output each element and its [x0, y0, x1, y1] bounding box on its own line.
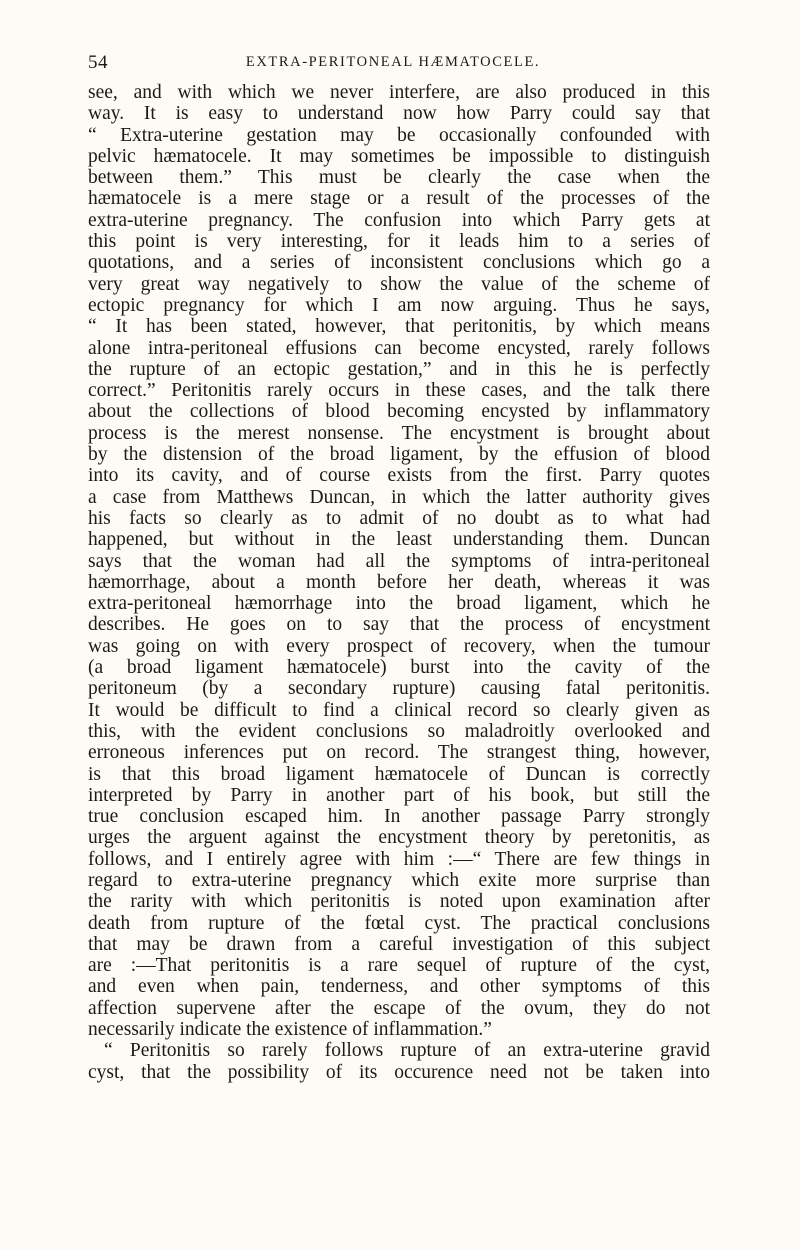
- text-line: his facts so clearly as to admit of no doubt as to what had: [88, 507, 710, 529]
- text-line: pelvic hæmatocele. It may sometimes be impossible to distinguish: [88, 145, 710, 167]
- text-line: extra-peritoneal hæmorrhage into the broad ligament, which he: [88, 593, 710, 615]
- text-line: very great way negatively to show the value of the scheme of: [88, 273, 710, 295]
- text-line: the rarity with which peritonitis is noted upon examination after: [88, 891, 710, 913]
- text-line: peritoneum (by a secondary rupture) causing fatal peritonitis.: [88, 678, 710, 700]
- text-line: describes. He goes on to say that the process of encystment: [88, 614, 710, 636]
- text-line: hæmatocele is a mere stage or a result of the processes of the: [88, 188, 710, 210]
- text-line: true conclusion escaped him. In another passage Parry strongly: [88, 806, 710, 828]
- text-line: ectopic pregnancy for which I am now arguing. Thus he says,: [88, 294, 710, 316]
- page-number: 54: [88, 52, 108, 73]
- text-line: happened, but without in the least understanding them. Duncan: [88, 529, 710, 551]
- text-line: between them.” This must be clearly the case when the: [88, 167, 710, 189]
- text-line: “ Extra-uterine gestation may be occasionally confounded with: [88, 124, 710, 146]
- text-line: about the collections of blood becoming encysted by inflammatory: [88, 401, 710, 423]
- text-line: says that the woman had all the symptoms of intra-peritoneal: [88, 550, 710, 572]
- text-line: process is the merest nonsense. The encystment is brought about: [88, 422, 710, 444]
- text-line: urges the arguent against the encystment theory by peretonitis, as: [88, 827, 710, 849]
- running-title: EXTRA-PERITONEAL HÆMATOCELE.: [245, 54, 541, 70]
- text-line: (a broad ligament hæmatocele) burst into the cavity of the: [88, 657, 710, 679]
- text-line: into its cavity, and of course exists from the first. Parry quotes: [88, 465, 710, 487]
- text-line: regard to extra-uterine pregnancy which exite more surprise than: [88, 869, 710, 891]
- text-line: It would be difficult to find a clinical record so clearly given as: [88, 699, 710, 721]
- body-text: [88, 82, 710, 1083]
- running-head: [88, 52, 698, 78]
- text-line: cyst, that the possibility of its occurence need not be taken into: [88, 1061, 710, 1083]
- text-line: alone intra-peritoneal effusions can become encysted, rarely follows: [88, 337, 710, 359]
- text-line: is that this broad ligament hæmatocele of Duncan is correctly: [88, 763, 710, 785]
- text-line: by the distension of the broad ligament, by the effusion of blood: [88, 444, 710, 466]
- text-line: “ Peritonitis so rarely follows rupture of an extra-uterine gravid: [104, 1040, 710, 1062]
- text-line: the rupture of an ectopic gestation,” and in this he is perfectly: [88, 358, 710, 380]
- text-line: this point is very interesting, for it leads him to a series of: [88, 231, 710, 253]
- text-line: that may be drawn from a careful investigation of this subject: [88, 933, 710, 955]
- text-line: quotations, and a series of inconsistent conclusions which go a: [88, 252, 710, 274]
- text-line: extra-uterine pregnancy. The confusion into which Parry gets at: [88, 209, 710, 231]
- text-line: way. It is easy to understand now how Parry could say that: [88, 103, 710, 125]
- text-line: erroneous inferences put on record. The strangest thing, however,: [88, 742, 710, 764]
- text-line: hæmorrhage, about a month before her death, whereas it was: [88, 571, 710, 593]
- text-line: correct.” Peritonitis rarely occurs in these cases, and the talk there: [88, 380, 710, 402]
- text-line: death from rupture of the fœtal cyst. The practical conclusions: [88, 912, 710, 934]
- text-line: affection supervene after the escape of the ovum, they do not: [88, 997, 710, 1019]
- text-line: necessarily indicate the existence of inflammation.”: [88, 1019, 492, 1041]
- text-line: interpreted by Parry in another part of his book, but still the: [88, 784, 710, 806]
- text-line: and even when pain, tenderness, and other symptoms of this: [88, 976, 710, 998]
- text-line: follows, and I entirely agree with him :—“ There are few things in: [88, 848, 710, 870]
- text-line: a case from Matthews Duncan, in which the latter authority gives: [88, 486, 710, 508]
- text-line: this, with the evident conclusions so maladroitly overlooked and: [88, 720, 710, 742]
- text-line: are :—That peritonitis is a rare sequel of rupture of the cyst,: [88, 955, 710, 977]
- text-line: was going on with every prospect of recovery, when the tumour: [88, 635, 710, 657]
- text-line: “ It has been stated, however, that peritonitis, by which means: [88, 316, 710, 338]
- text-line: see, and with which we never interfere, are also produced in this: [88, 82, 710, 103]
